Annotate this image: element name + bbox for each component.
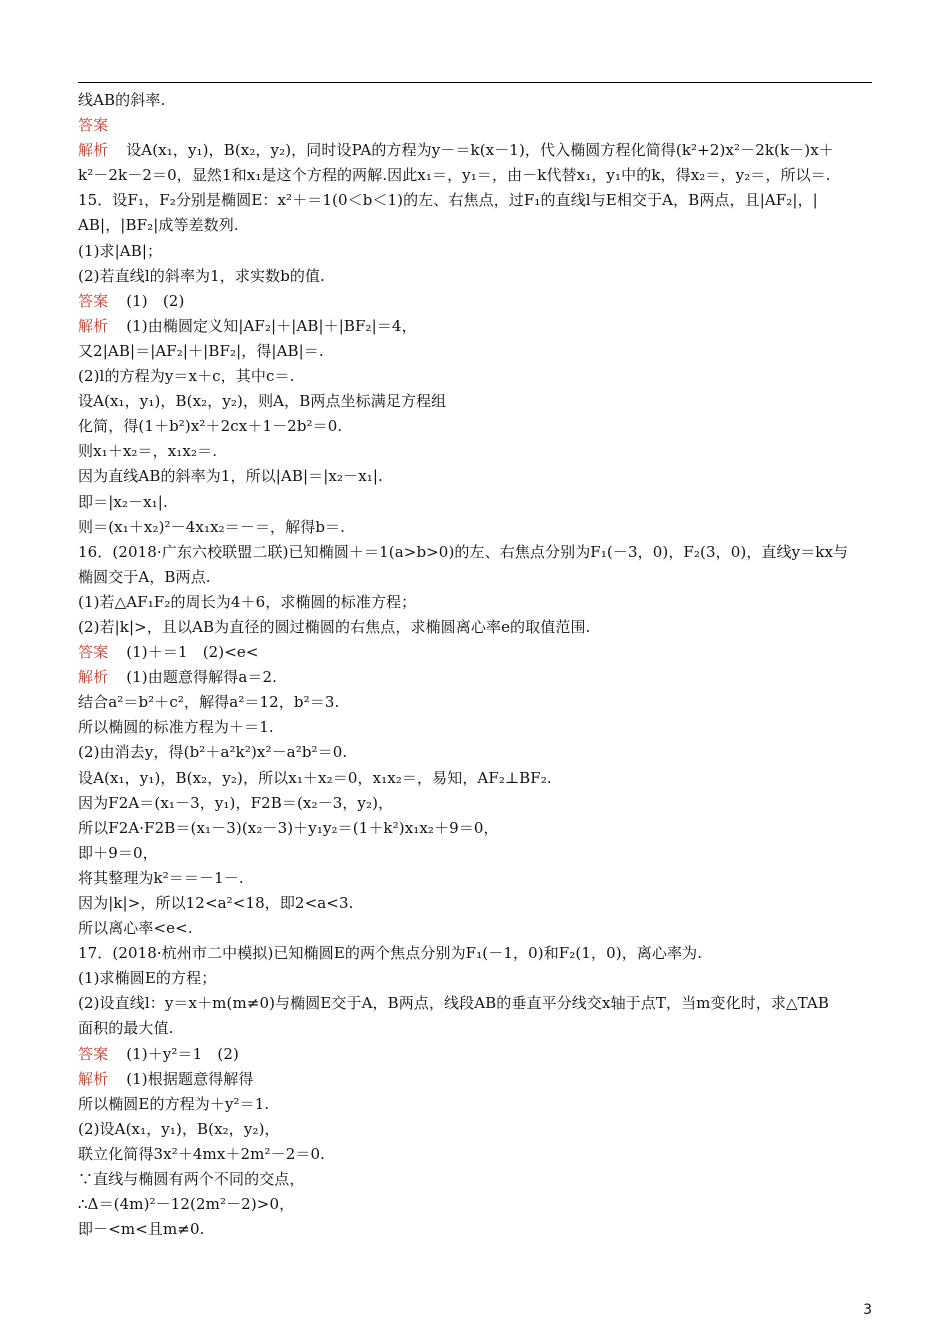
text-line xyxy=(78,866,878,891)
line-text: ∴Δ＝(4m)²－12(2m²－2)>0， xyxy=(78,1195,295,1214)
text-line xyxy=(78,364,878,389)
text-line xyxy=(78,916,878,941)
line-text: 联立化简得3x²＋4mx＋2m²－2＝0. xyxy=(78,1144,325,1163)
text-line xyxy=(78,188,878,213)
header-rule xyxy=(78,82,872,83)
line-text: (1)由椭圆定义知|AF₂|＋|AB|＋|BF₂|＝4， xyxy=(126,316,417,335)
line-text: 所以F2A·F2B＝(x₁－3)(x₂－3)＋y₁y₂＝(1＋k²)x₁x₂＋9＝0， xyxy=(78,818,499,837)
line-text: (1)由题意得解得a＝2. xyxy=(126,668,278,687)
line-text: 所以离心率<e<. xyxy=(78,919,193,938)
text-line xyxy=(78,264,878,289)
text-line xyxy=(78,490,878,515)
answer-label: 答案 xyxy=(78,1044,109,1063)
line-text: (2)若|k|>，且以AB为直径的圆过椭圆的右焦点，求椭圆离心率e的取值范围. xyxy=(78,617,591,636)
line-text: (1)根据题意得解得 xyxy=(126,1069,254,1088)
text-line xyxy=(78,791,878,816)
text-line xyxy=(78,113,878,138)
text-line xyxy=(78,339,878,364)
text-line xyxy=(78,991,878,1016)
text-line xyxy=(78,565,878,590)
line-text: (1)若△AF₁F₂的周长为4＋6，求椭圆的标准方程； xyxy=(78,592,417,611)
text-line xyxy=(78,213,878,238)
line-text: (2)设A(x₁，y₁)，B(x₂，y₂)， xyxy=(78,1119,280,1138)
text-line xyxy=(78,389,878,414)
document-body xyxy=(78,88,878,1242)
text-line xyxy=(78,690,878,715)
text-line xyxy=(78,1042,878,1067)
line-text: 因为|k|>，所以12<a²<18，即2<a<3. xyxy=(78,894,354,912)
line-text: 椭圆交于A，B两点. xyxy=(78,567,211,586)
text-line xyxy=(78,414,878,439)
line-text: (1)＋＝1 (2)<e< xyxy=(126,643,259,662)
text-line xyxy=(78,464,878,489)
line-text: AB|，|BF₂|成等差数列. xyxy=(78,216,239,235)
line-text: 线AB的斜率. xyxy=(78,91,166,109)
line-text: (2)由消去y，得(b²＋a²k²)x²－a²b²＝0. xyxy=(78,743,348,762)
line-text: 结合a²＝b²＋c²，解得a²＝12，b²＝3. xyxy=(78,693,340,712)
text-line xyxy=(78,740,878,765)
text-line xyxy=(78,239,878,264)
answer-label: 答案 xyxy=(78,643,109,662)
analysis-label: 解析 xyxy=(78,141,109,160)
answer-label: 答案 xyxy=(78,291,109,310)
line-text: (1) (2) xyxy=(126,291,185,310)
line-text: (2)若直线l的斜率为1，求实数b的值. xyxy=(78,266,325,285)
analysis-label: 解析 xyxy=(78,668,109,687)
line-text: 设A(x₁，y₁)，B(x₂，y₂)，所以x₁＋x₂＝0，x₁x₂＝，易知，AF₂⊥BF₂. xyxy=(78,768,552,787)
text-line xyxy=(78,891,878,916)
text-line xyxy=(78,1142,878,1167)
page-number: 3 xyxy=(863,1302,872,1318)
text-line xyxy=(78,640,878,665)
text-line xyxy=(78,590,878,615)
text-line xyxy=(78,665,878,690)
text-line xyxy=(78,1067,878,1092)
text-line xyxy=(78,841,878,866)
text-line xyxy=(78,941,878,966)
line-text: 因为直线AB的斜率为1，所以|AB|＝|x₂－x₁|. xyxy=(78,467,383,486)
line-text: 设A(x₁，y₁)，B(x₂，y₂)，则A，B两点坐标满足方程组 xyxy=(78,392,447,411)
text-line xyxy=(78,1092,878,1117)
text-line xyxy=(78,88,878,113)
line-text: 所以椭圆E的方程为＋y²＝1. xyxy=(78,1094,270,1113)
text-line xyxy=(78,715,878,740)
text-line xyxy=(78,540,878,565)
text-line xyxy=(78,816,878,841)
line-text: 又2|AB|＝|AF₂|＋|BF₂|，得|AB|＝. xyxy=(78,341,324,360)
line-text: (1)求|AB|； xyxy=(78,241,163,260)
text-line xyxy=(78,966,878,991)
text-line xyxy=(78,138,878,163)
line-text: 16．(2018·广东六校联盟二联)已知椭圆＋＝1(a>b>0)的左、右焦点分别为F₁(－3，0)，F₂(3，0)，直线y＝kx与 xyxy=(78,542,849,561)
line-text: 将其整理为k²＝＝－1－. xyxy=(78,868,244,887)
text-line xyxy=(78,515,878,540)
line-text: 即＋9＝0， xyxy=(78,843,158,862)
line-text: (2)l的方程为y＝x＋c，其中c＝. xyxy=(78,367,295,386)
text-line xyxy=(78,1167,878,1192)
text-line xyxy=(78,766,878,791)
line-text: (1)＋y²＝1 (2) xyxy=(126,1044,239,1063)
line-text: 设A(x₁，y₁)，B(x₂，y₂)，同时设PA的方程为y－＝k(x－1)，代入椭圆方程化简得(k²+2)x²－2k(k－)x＋ xyxy=(126,141,834,160)
line-text: 则＝(x₁＋x₂)²－4x₁x₂＝－＝，解得b＝. xyxy=(78,517,346,536)
text-line xyxy=(78,1016,878,1041)
line-text: 即＝|x₂－x₁|. xyxy=(78,492,168,511)
analysis-label: 解析 xyxy=(78,1069,109,1088)
text-line xyxy=(78,1217,878,1242)
text-line xyxy=(78,289,878,314)
line-text: 因为F2A＝(x₁－3，y₁)，F2B＝(x₂－3，y₂)， xyxy=(78,793,394,812)
line-text: k²－2k－2＝0，显然1和x₁是这个方程的两解.因此x₁＝，y₁＝，由－k代替x₁，y₁中的k，得x₂＝，y₂＝，所以＝. xyxy=(78,166,831,185)
text-line xyxy=(78,314,878,339)
line-text: ∵直线与椭圆有两个不同的交点， xyxy=(78,1170,305,1189)
answer-label: 答案 xyxy=(78,116,109,135)
line-text: 即－<m<且m≠0. xyxy=(78,1220,205,1239)
line-text: 则x₁＋x₂＝，x₁x₂＝. xyxy=(78,442,218,461)
analysis-label: 解析 xyxy=(78,316,109,335)
line-text: 化简，得(1＋b²)x²＋2cx＋1－2b²＝0. xyxy=(78,417,343,436)
text-line xyxy=(78,1192,878,1217)
text-line xyxy=(78,615,878,640)
line-text: 所以椭圆的标准方程为＋＝1. xyxy=(78,718,274,737)
line-text: 17．(2018·杭州市二中模拟)已知椭圆E的两个焦点分别为F₁(－1，0)和F₂(1，0)，离心率为. xyxy=(78,944,703,963)
line-text: 面积的最大值. xyxy=(78,1019,174,1038)
line-text: (2)设直线l：y＝x＋m(m≠0)与椭圆E交于A，B两点，线段AB的垂直平分线交x轴于点T，当m变化时，求△TAB xyxy=(78,994,829,1013)
line-text: (1)求椭圆E的方程； xyxy=(78,969,217,988)
text-line xyxy=(78,163,878,188)
line-text: 15．设F₁，F₂分别是椭圆E：x²＋＝1(0＜b＜1)的左、右焦点，过F₁的直线l与E相交于A，B两点，且|AF₂|，| xyxy=(78,191,818,210)
text-line xyxy=(78,1117,878,1142)
text-line xyxy=(78,439,878,464)
